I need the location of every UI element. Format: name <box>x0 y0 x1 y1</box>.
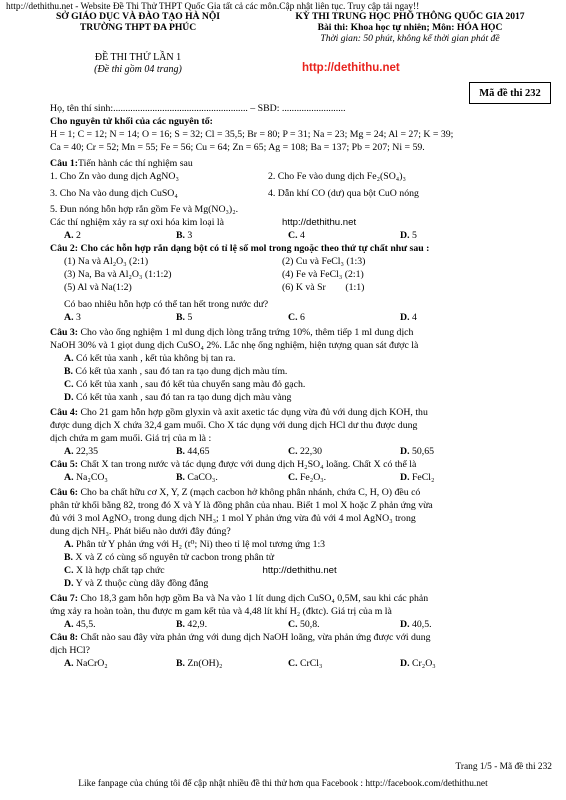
atomic-title: Cho nguyên tử khối của các nguyên tố: <box>50 116 213 127</box>
option-b[interactable]: B. 44,65 <box>176 446 210 457</box>
options-row <box>50 229 555 242</box>
item: 4. Dẫn khí CO (dư) qua bột CuO nóng <box>268 188 419 199</box>
question-ask: Các thí nghiệm xảy ra sự oxi hóa kim loại là <box>50 217 224 228</box>
item: (2) Cu và FeCl₃ (1:3) <box>282 256 366 267</box>
option-b[interactable]: B. 3 <box>176 230 193 241</box>
question-6 <box>50 486 555 499</box>
option-c[interactable]: C. CrCl₃ <box>288 658 323 669</box>
item-row <box>50 268 555 281</box>
exam-round: ĐỀ THI THỬ LẦN 1 <box>94 52 182 63</box>
question-number: Câu 7: <box>50 593 79 604</box>
option-c[interactable]: C. 4 <box>288 230 305 241</box>
option-d[interactable]: D. 4 <box>400 312 417 323</box>
question-number: Câu 8: <box>50 632 79 643</box>
page-count: (Đề thi gồm 04 trang) <box>94 64 182 75</box>
time-line: Thời gian: 50 phút, không kể thời gian phát đề <box>320 33 500 44</box>
options-row <box>50 311 555 324</box>
item-row <box>50 255 555 268</box>
option-d[interactable]: D. FeCl₂ <box>400 472 435 483</box>
option-c[interactable]: C. 50,8. <box>288 619 320 630</box>
question-text: Cho 18,3 gam hỗn hợp gồm Ba và Na vào 1 lít dung dịch CuSO₄ 0,5M, sau khi các phản <box>78 593 429 604</box>
option-a[interactable]: A. 45,5. <box>64 619 96 630</box>
question-2 <box>50 242 555 255</box>
option-d[interactable]: D. 5 <box>400 230 417 241</box>
option-d[interactable]: D. Có kết tủa xanh , sau đó tan ra tạo dung dịch màu vàng <box>64 392 292 403</box>
options-row <box>50 471 555 484</box>
option-a[interactable]: A. NaCrO₂ <box>64 658 108 669</box>
question-text: dung dịch NH₃. Phát biểu nào dưới đây đúng? <box>50 526 231 537</box>
question-number: Câu 4: <box>50 407 79 418</box>
option-b[interactable]: B. CaCO₃. <box>176 472 218 483</box>
question-3 <box>50 326 555 339</box>
option-d[interactable]: D. 50,65 <box>400 446 435 457</box>
question-text: ứng xảy ra hoàn toàn, thu được m gam kết tủa và 4,48 lít khí H₂ (đktc). Giá trị của m là <box>50 606 392 617</box>
question-text: phân tử khối bằng 82, trong đó X và Y là đồng phân của nhau. Biết 1 mol X hoặc Z phản ứng vừa <box>50 500 433 511</box>
mid-link[interactable]: http://dethithu.net <box>282 217 357 228</box>
question-text: NaOH 30% và 1 giọt dung dịch CuSO₄ 2%. Lắc nhẹ ống nghiệm, hiện tượng quan sát được là <box>50 340 419 351</box>
question-4 <box>50 406 555 419</box>
question-text: Cho 21 gam hỗn hợp gồm glyxin và axit axetic tác dụng vừa đủ với dung dịch KOH, thu <box>78 407 428 418</box>
options-row <box>50 445 555 458</box>
department-name: SỞ GIÁO DỤC VÀ ĐÀO TẠO HÀ NỘI <box>55 11 221 22</box>
question-text: Chất X tan trong nước và tác dụng được với dung dịch H₂SO₄ loãng. Chất X có thể là <box>78 459 417 470</box>
options-row <box>50 657 555 670</box>
options-row <box>50 618 555 631</box>
question-8 <box>50 631 555 644</box>
item: (5) Al và Na(1:2) <box>64 282 132 293</box>
item-row <box>50 187 555 200</box>
item: (6) K và Sr (1:1) <box>282 282 365 293</box>
item: 3. Cho Na vào dung dịch CuSO₄ <box>50 188 178 199</box>
site-link[interactable]: http://dethithu.net <box>302 62 400 74</box>
option-c[interactable]: C. 22,30 <box>288 446 323 457</box>
question-text: Tiến hành các thí nghiệm sau <box>78 158 193 169</box>
option-b[interactable]: B. 5 <box>176 312 193 323</box>
page-number: Trang 1/5 - Mã đề thi 232 <box>455 762 552 772</box>
mid-link[interactable]: http://dethithu.net <box>262 565 337 576</box>
item-row <box>50 170 555 183</box>
question-number: Câu 2: <box>50 243 79 254</box>
exam-info <box>18 52 258 76</box>
item-row <box>50 281 555 294</box>
header-right <box>260 11 560 44</box>
item: (4) Fe và FeCl₃ (2:1) <box>282 269 364 280</box>
option-a[interactable]: A. 22,35 <box>64 446 99 457</box>
question-text: được dung dịch X chứa 32,4 gam muối. Cho X tác dụng với dung dịch HCl dư thu được dung <box>50 420 418 431</box>
question-number: Câu 1: <box>50 158 79 169</box>
option-d[interactable]: D. Y và Z thuộc cùng dãy đồng đẳng <box>64 578 209 589</box>
subject-line: Bài thi: Khoa học tự nhiên; Môn: HÓA HỌC <box>317 22 503 33</box>
question-text: dịch chứa m gam muối. Giá trị của m là : <box>50 433 212 444</box>
question-text: Cho ba chất hữu cơ X, Y, Z (mạch cacbon hở không phân nhánh, chứa C, H, O) đều có <box>78 487 421 498</box>
option-a[interactable]: A. 3 <box>64 312 81 323</box>
question-text: Chất nào sau đây vừa phản ứng với dung dịch NaOH loãng, vừa phản ứng được với dung <box>78 632 431 643</box>
option-c[interactable]: C. 6 <box>288 312 305 323</box>
question-7 <box>50 592 555 605</box>
exam-content <box>50 100 555 670</box>
option-b[interactable]: B. 42,9. <box>176 619 208 630</box>
option-d[interactable]: D. 40,5. <box>400 619 432 630</box>
item: 5. Đun nóng hỗn hợp rắn gồm Fe và Mg(NO₃)₂. <box>50 204 239 215</box>
school-name: TRƯỜNG THPT ĐA PHÚC <box>79 22 197 33</box>
question-ask: Có bao nhiêu hỗn hợp có thể tan hết trong nước dư? <box>64 299 269 310</box>
question-number: Câu 3: <box>50 327 79 338</box>
option-row <box>50 564 555 577</box>
item: 2. Cho Fe vào dung dịch Fe₂(SO₄)₃ <box>268 171 406 182</box>
question-5 <box>50 458 555 471</box>
question-text: Cho các hỗn hợp rắn dạng bột có tỉ lệ số mol trong ngoặc theo thứ tự chất như sau : <box>80 243 430 254</box>
exam-name: KỲ THI TRUNG HỌC PHỔ THÔNG QUỐC GIA 2017 <box>295 11 525 22</box>
top-banner: http://dethithu.net - Website Đề Thi Thử THPT Quốc Gia tất cả các môn.Cập nhật liên tục. Truy cập tải ngay!! <box>6 2 420 12</box>
exam-code-box: Mã đề thi 232 <box>469 82 551 104</box>
item: (3) Na, Ba và Al₂O₃ (1:1:2) <box>64 269 172 280</box>
option-b[interactable]: B. X và Z có cùng số nguyên tử cacbon trong phân tử <box>64 552 275 563</box>
item: 1. Cho Zn vào dung dịch AgNO₃ <box>50 171 179 182</box>
option-a[interactable]: A. Có kết tủa xanh , kết tủa không bị tan ra. <box>64 353 236 364</box>
atomic-line: H = 1; C = 12; N = 14; O = 16; S = 32; Cl = 35,5; Br = 80; P = 31; Na = 23; Mg = 24; Al = 27; K = 39; <box>50 129 454 140</box>
question-number: Câu 5: <box>50 459 79 470</box>
candidate-line: Họ, tên thí sinh:....................................................... – SBD: .......................... <box>50 103 346 114</box>
option-b[interactable]: B. Có kết tủa xanh , sau đó tan ra tạo dung dịch màu tím. <box>64 366 288 377</box>
option-a[interactable]: A. Na₂CO₃ <box>64 472 108 483</box>
question-number: Câu 6: <box>50 487 79 498</box>
option-c[interactable]: C. Fe₂O₃. <box>288 472 327 483</box>
option-c[interactable]: C. Có kết tủa xanh , sau đó kết tủa chuyển sang màu đỏ gạch. <box>64 379 306 390</box>
question-1 <box>50 157 555 170</box>
option-d[interactable]: D. Cr₂O₃ <box>400 658 436 669</box>
question-ask-row <box>50 216 555 229</box>
option-a[interactable]: A. Phân tử Y phản ứng với H₂ (t⁰; Ni) theo tỉ lệ mol tương ứng 1:3 <box>64 539 326 550</box>
item: (1) Na và Al₂O₃ (2:1) <box>64 256 149 267</box>
question-text: đủ với 3 mol AgNO₃ trong dung dịch NH₃; 1 mol Y phản ứng vừa đủ với 4 mol AgNO₃ trong <box>50 513 416 524</box>
atomic-line: Ca = 40; Cr = 52; Mn = 55; Fe = 56; Cu = 64; Zn = 65; Ag = 108; Ba = 137; Pb = 207; Ni = 59. <box>50 142 425 153</box>
footer-text: Like fanpage của chúng tôi để cập nhật nhiều đề thi thử hơn qua Facebook : http://facebook.com/dethithu.net <box>78 779 488 789</box>
header-left <box>18 11 258 33</box>
question-text: dịch HCl? <box>50 645 90 656</box>
option-c[interactable]: C. X là hợp chất tạp chức <box>64 565 165 576</box>
question-text: Cho vào ống nghiệm 1 ml dung dịch lòng trắng trứng 10%, thêm tiếp 1 ml dung dịch <box>78 327 414 338</box>
option-b[interactable]: B. Zn(OH)₂ <box>176 658 223 669</box>
option-a[interactable]: A. 2 <box>64 230 81 241</box>
